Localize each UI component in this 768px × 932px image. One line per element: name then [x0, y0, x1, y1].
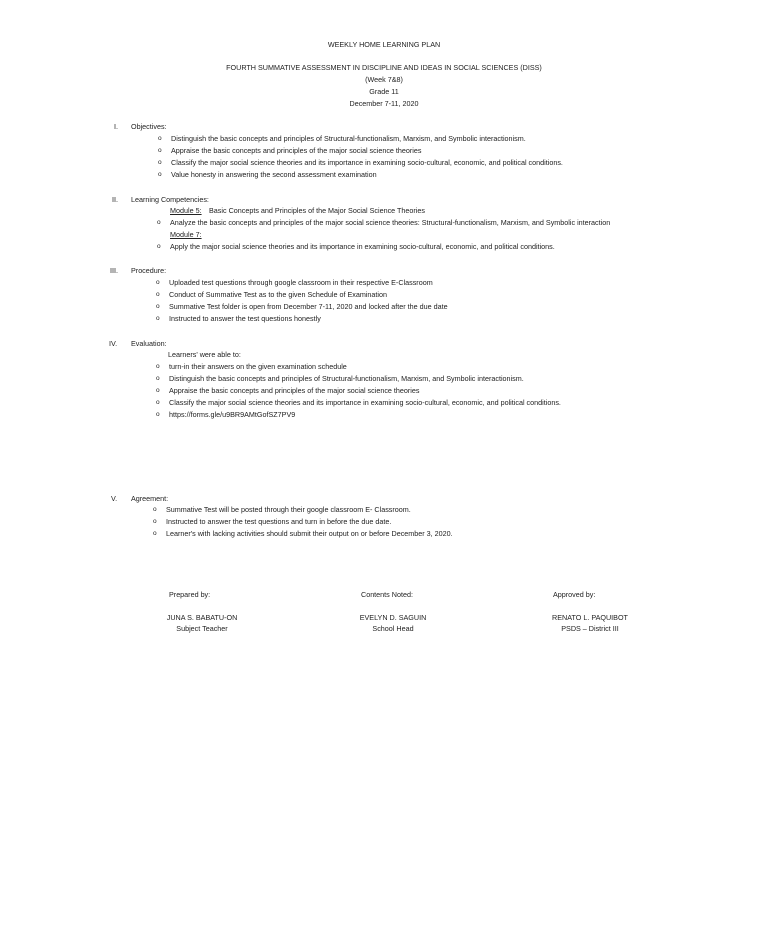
bullet-icon: o [156, 411, 160, 418]
list-item: Learner's with lacking activities should submit their output on or before December 3, 2020. [166, 529, 453, 538]
bullet-icon: o [156, 387, 160, 394]
bullet-icon: o [153, 506, 157, 513]
section-heading: Agreement: [131, 494, 169, 503]
section-numeral: IV. [109, 339, 118, 348]
list-item: Appraise the basic concepts and principles of the major social science theories [169, 386, 420, 395]
list-item: turn-in their answers on the given examination schedule [169, 362, 347, 371]
list-item: Instructed to answer the test questions honestly [169, 314, 321, 323]
contents-noted-label: Contents Noted: [361, 590, 413, 599]
bullet-icon: o [153, 530, 157, 537]
bullet-icon: o [156, 303, 160, 310]
section-heading: Evaluation: [131, 339, 167, 348]
week-label: (Week 7&8) [365, 75, 403, 84]
module-5-title: Basic Concepts and Principles of the Major Social Science Theories [209, 206, 426, 215]
bullet-icon: o [157, 243, 161, 250]
bullet-icon: o [156, 279, 160, 286]
list-item: Classify the major social science theories and its importance in examining socio-cultural, economic, and political conditions. [171, 158, 563, 167]
list-item: Summative Test will be posted through their google classroom E- Classroom. [166, 505, 411, 514]
section-heading: Objectives: [131, 122, 167, 131]
list-item: Value honesty in answering the second assessment examination [171, 170, 377, 179]
document-title: WEEKLY HOME LEARNING PLAN [327, 40, 441, 49]
bullet-icon: o [158, 159, 162, 166]
list-item: Analyze the basic concepts and principles of the major social science theories: Structural-functionalism, Marxism, and Symbolic interaction [170, 218, 611, 227]
section-numeral: V. [111, 494, 118, 503]
module-7-label: Module 7: [170, 230, 202, 239]
list-item: Classify the major social science theories and its importance in examining socio-cultural, economic, and political conditions. [169, 398, 561, 407]
approved-by-name: RENATO L. PAQUIBOT [552, 613, 628, 622]
prepared-by-label: Prepared by: [169, 590, 211, 599]
section-numeral: I. [114, 122, 118, 131]
document-subtitle: FOURTH SUMMATIVE ASSESSMENT IN DISCIPLINE AND IDEAS IN SOCIAL SCIENCES (DISS) [226, 63, 542, 72]
list-item: Distinguish the basic concepts and principles of Structural-functionalism, Marxism, and Symbolic interactionism. [169, 374, 524, 383]
approved-by-label: Approved by: [553, 590, 596, 599]
list-item: Apply the major social science theories and its importance in examining socio-cultural, economic, and political conditions. [170, 242, 555, 251]
section-numeral: II. [112, 195, 118, 204]
list-item: Instructed to answer the test questions and turn in before the due date. [166, 517, 392, 526]
bullet-icon: o [158, 135, 162, 142]
list-item: Summative Test folder is open from December 7-11, 2020 and locked after the due date [169, 302, 448, 311]
list-item: Distinguish the basic concepts and principles of Structural-functionalism, Marxism, and Symbolic interactionism. [171, 134, 526, 143]
bullet-icon: o [156, 291, 160, 298]
date-label: December 7-11, 2020 [349, 99, 419, 108]
prepared-by-role: Subject Teacher [176, 624, 228, 633]
list-item: Conduct of Summative Test as to the given Schedule of Examination [169, 290, 388, 299]
bullet-icon: o [158, 147, 162, 154]
list-item: Uploaded test questions through google classroom in their respective E-Classroom [169, 278, 433, 287]
bullet-icon: o [158, 171, 162, 178]
bullet-icon: o [156, 315, 160, 322]
bullet-icon: o [157, 219, 161, 226]
list-item: Appraise the basic concepts and principles of the major social science theories [171, 146, 422, 155]
prepared-by-name: JUNA S. BABATU-ON [166, 613, 238, 622]
contents-noted-name: EVELYN D. SAGUIN [359, 613, 427, 622]
bullet-icon: o [156, 399, 160, 406]
contents-noted-role: School Head [372, 624, 414, 633]
bullet-icon: o [153, 518, 157, 525]
section-heading: Learning Competencies: [131, 195, 209, 204]
section-heading: Procedure: [131, 266, 167, 275]
approved-by-role: PSDS – District III [561, 624, 619, 633]
evaluation-intro: Learners' were able to: [168, 350, 241, 359]
bullet-icon: o [156, 363, 160, 370]
bullet-icon: o [156, 375, 160, 382]
module-5-label: Module 5: [170, 206, 202, 215]
grade-label: Grade 11 [369, 87, 399, 96]
section-numeral: III. [110, 266, 118, 275]
form-link[interactable]: https://forms.gle/u9BR9AMtGofSZ7PV9 [169, 410, 296, 419]
